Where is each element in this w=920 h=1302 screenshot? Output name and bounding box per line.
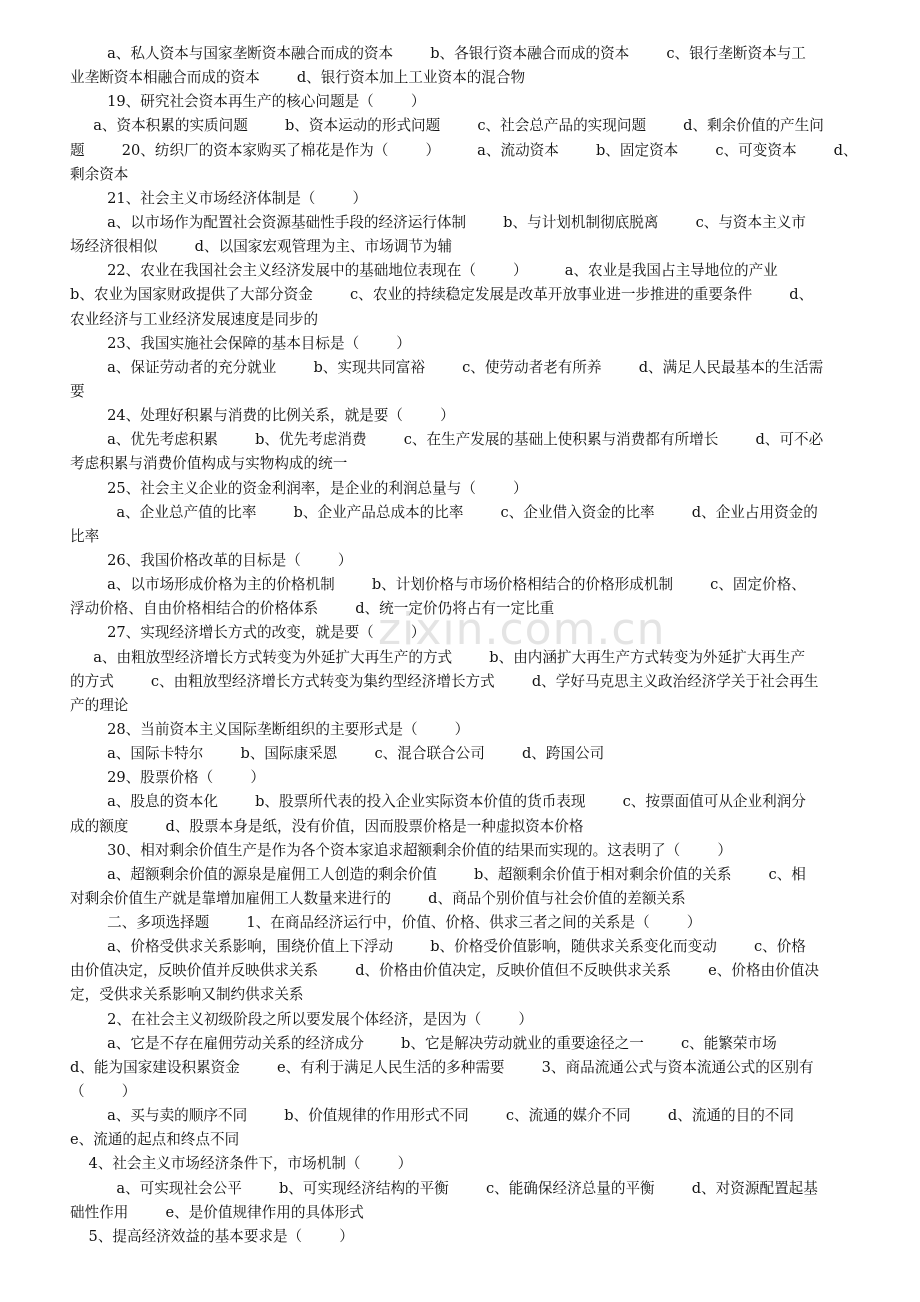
- watermark: zixin.com.cn: [378, 604, 666, 655]
- text-line: 要: [70, 382, 85, 400]
- text-line: 产的理论: [70, 696, 129, 714]
- text-line: e、流通的起点和终点不同: [70, 1131, 240, 1149]
- text-line: 定，受供求关系影响又制约供求关系: [70, 986, 304, 1004]
- text-line: 30、相对剩余价值生产是作为各个资本家追求超额剩余价值的结果而实现的。这表明了（ ）: [70, 841, 732, 859]
- text-line: 业垄断资本相融合而成的资本 d、银行资本加上工业资本的混合物: [70, 69, 526, 87]
- text-line: a、超额剩余价值的源泉是雇佣工人创造的剩余价值 b、超额剩余价值于相对剩余价值的关系 c、相: [70, 865, 806, 883]
- text-line: a、企业总产值的比率 b、企业产品总成本的比率 c、企业借入资金的比率 d、企业占用资金的: [70, 503, 818, 521]
- text-line: a、国际卡特尔 b、国际康采恩 c、混合联合公司 d、跨国公司: [70, 745, 605, 763]
- text-line: 剩余资本: [70, 165, 129, 183]
- text-line: 场经济很相似 d、以国家宏观管理为主、市场调节为辅: [70, 238, 453, 256]
- text-line: a、它是不存在雇佣劳动关系的经济成分 b、它是解决劳动就业的重要途径之一 c、能繁荣市场: [70, 1034, 777, 1052]
- text-line: 27、实现经济增长方式的改变，就是要（ ）: [70, 624, 426, 642]
- text-line: 由价值决定，反映价值并反映供求关系 d、价格由价值决定，反映价值但不反映供求关系 e、价格由价值决: [70, 962, 819, 980]
- text-line: a、资本积累的实质问题 b、资本运动的形式问题 c、社会总产品的实现问题 d、剩余价值的产生问: [70, 117, 824, 135]
- text-line: 21、社会主义市场经济体制是（ ）: [70, 189, 368, 207]
- text-line: a、优先考虑积累 b、优先考虑消费 c、在生产发展的基础上使积累与消费都有所增长 d、可不必: [70, 431, 824, 449]
- text-line: 26、我国价格改革的目标是（ ）: [70, 551, 353, 569]
- text-line: a、买与卖的顺序不同 b、价值规律的作用形式不同 c、流通的媒介不同 d、流通的目的不同: [70, 1107, 794, 1125]
- text-line: 22、农业在我国社会主义经济发展中的基础地位表现在（ ） a、农业是我国占主导地位的产业: [70, 262, 778, 280]
- text-line: b、农业为国家财政提供了大部分资金 c、农业的持续稳定发展是改革开放事业进一步推进的重要条件 d、: [70, 286, 814, 304]
- text-line: 23、我国实施社会保障的基本目标是（ ）: [70, 334, 411, 352]
- text-line: 比率: [70, 527, 100, 545]
- text-line: 的方式 c、由粗放型经济增长方式转变为集约型经济增长方式 d、学好马克思主义政治经济学关于社会再生: [70, 672, 819, 690]
- text-line: 19、研究社会资本再生产的核心问题是（ ）: [70, 93, 426, 111]
- text-line: a、价格受供求关系影响，围绕价值上下浮动 b、价格受价值影响，随供求关系变化而变动 c、价格: [70, 938, 806, 956]
- text-line: 成的额度 d、股票本身是纸，没有价值，因而股票价格是一种虚拟资本价格: [70, 817, 584, 835]
- text-line: （ ）: [70, 1083, 137, 1101]
- text-line: 4、社会主义市场经济条件下，市场机制（ ）: [70, 1155, 413, 1173]
- text-line: 题 20、纺织厂的资本家购买了棉花是作为（ ） a、流动资本 b、固定资本 c、可变资本 d、: [70, 141, 858, 159]
- text-line: 对剩余价值生产就是靠增加雇佣工人数量来进行的 d、商品个别价值与社会价值的差额关系: [70, 889, 686, 907]
- text-line: 础性作用 e、是价值规律作用的具体形式: [70, 1203, 364, 1221]
- text-line: a、私人资本与国家垄断资本融合而成的资本 b、各银行资本融合而成的资本 c、银行垄断资本与工: [70, 45, 806, 62]
- text-line: 5、提高经济效益的基本要求是（ ）: [70, 1227, 354, 1245]
- text-line: 考虑积累与消费价值构成与实物构成的统一: [70, 455, 348, 473]
- text-line: a、保证劳动者的充分就业 b、实现共同富裕 c、使劳动者老有所养 d、满足人民最基本的生活需: [70, 358, 824, 376]
- text-line: 25、社会主义企业的资金利润率，是企业的利润总量与（ ）: [70, 479, 528, 497]
- text-line: a、以市场作为配置社会资源基础性手段的经济运行体制 b、与计划机制彻底脱离 c、与资本主义市: [70, 213, 806, 231]
- text-line: 浮动价格、自由价格相结合的价格体系 d、统一定价仍将占有一定比重: [70, 600, 555, 618]
- text-line: a、股息的资本化 b、股票所代表的投入企业实际资本价值的货币表现 c、按票面值可从企业利润分: [70, 793, 806, 811]
- text-line: 2、在社会主义初级阶段之所以要发展个体经济，是因为（ ）: [70, 1010, 533, 1028]
- document-body: [70, 42, 878, 1249]
- text-line: 农业经济与工业经济发展速度是同步的: [70, 310, 319, 328]
- text-line: 二、多项选择题 1、在商品经济运行中，价值、价格、供求三者之间的关系是（ ）: [70, 914, 702, 932]
- text-line: 24、处理好积累与消费的比例关系，就是要（ ）: [70, 407, 455, 425]
- text-line: a、可实现社会公平 b、可实现经济结构的平衡 c、能确保经济总量的平衡 d、对资源配置起基: [70, 1179, 818, 1197]
- text-line: 28、当前资本主义国际垄断组织的主要形式是（ ）: [70, 720, 470, 738]
- text-line: 29、股票价格（ ）: [70, 769, 265, 787]
- text-line: a、由粗放型经济增长方式转变为外延扩大再生产的方式 b、由内涵扩大再生产方式转变为外延扩大再生产: [70, 648, 806, 666]
- text-line: d、能为国家建设积累资金 e、有利于满足人民生活的多种需要 3、商品流通公式与资本流通公式的区别有: [70, 1058, 814, 1076]
- text-line: a、以市场形成价格为主的价格机制 b、计划价格与市场价格相结合的价格形成机制 c、固定价格、: [70, 576, 806, 594]
